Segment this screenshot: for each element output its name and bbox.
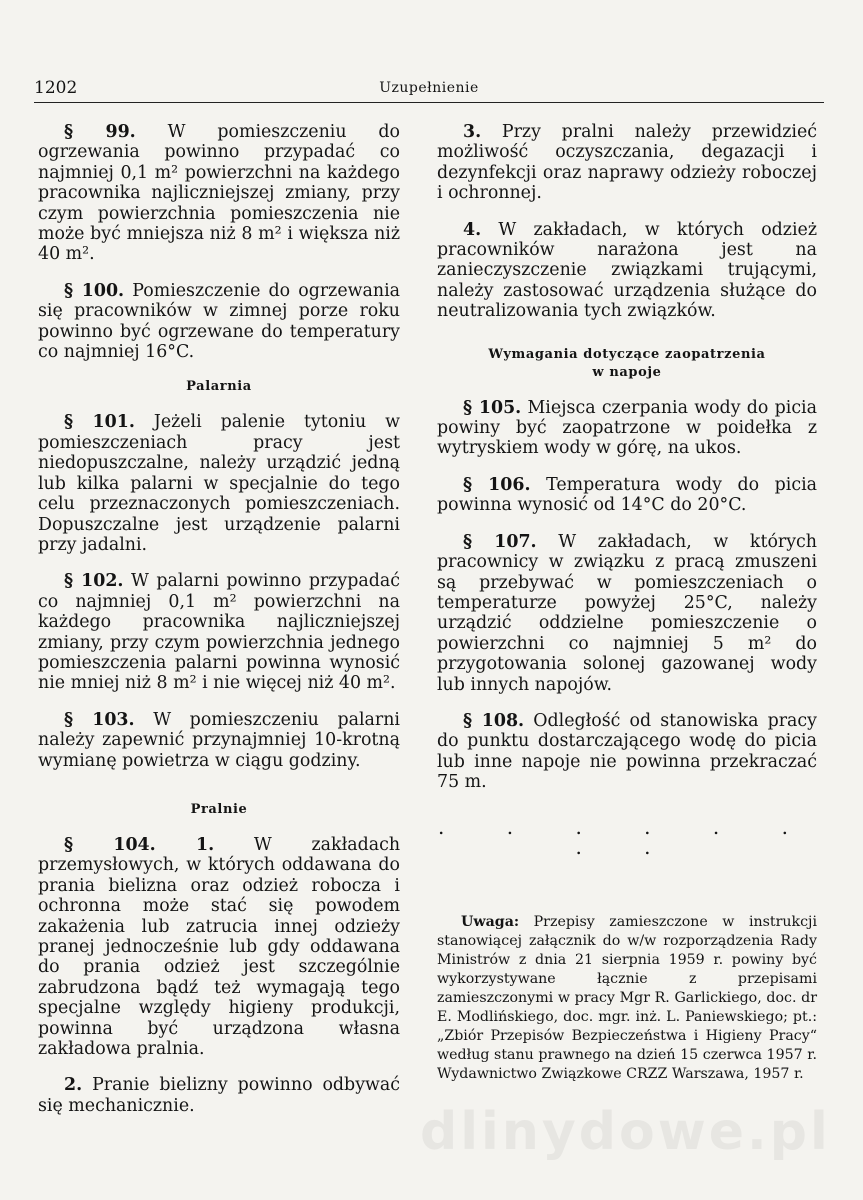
section-number: 3. xyxy=(463,122,482,142)
section-number: 4. xyxy=(463,219,482,240)
paragraph-107 xyxy=(437,532,817,695)
section-number: § 101. xyxy=(64,412,135,433)
section-number: § 106. xyxy=(463,474,531,495)
section-number: § 102. xyxy=(64,571,124,592)
paragraph-text: Odległość od stanowiska pracy do punktu dostarczającego wodę do picia lub inne napoje nie powinna przekraczać 75 m. xyxy=(437,710,817,793)
paragraph-text: W zakładach, w których pracownicy w związku z pracą zmuszeni są przebywać w pomieszczeniach o temperaturze powyżej 25°C, należy urządzić oddzielne pomieszczenie o powierzchni co najmniej 5 m² do przygotowania solonej gazowanej wody lub innych napojów. xyxy=(437,531,817,695)
section-number: 2. xyxy=(64,1075,83,1096)
paragraph-108 xyxy=(437,711,817,793)
paragraph-text: W zakładach przemysłowych, w których oddawana do prania bielizna oraz odzież robocza i ochronna może stać się powodem zakażenia lub zatrucia innej odzieży pranej jednocześnie lub gdy oddawana do prania odzież jest szczególnie zabrudzona bądź też wymagają tego specjalne względy higieny produkcji, powinna być urządzona własna zakładowa pralnia. xyxy=(38,834,401,1060)
note-label: Uwaga: xyxy=(461,913,520,930)
paragraph-text: W pomieszczeniu palarni należy zapewnić przynajmniej 10-krotną wymianę powietrza w ciągu godziny. xyxy=(38,709,400,771)
section-number: § 104. 1. xyxy=(64,834,215,855)
separator-dots: . . . . . . . . xyxy=(438,814,816,859)
paragraph-104-1 xyxy=(38,835,400,1059)
left-column xyxy=(38,122,400,1132)
paragraph-100 xyxy=(38,281,400,363)
right-column xyxy=(437,122,817,1084)
section-number: § 105. xyxy=(463,397,522,418)
page-header xyxy=(34,78,824,103)
paragraph-text: W palarni powinno przypadać co najmniej 0,1 m² powierzchni na każdego pracownika najliczniejszej zmiany, przy czym powierzchnia jednego pomieszczenia palarni powinna wynosić nie mniej niż 8 m² i nie więcej niż 40 m². xyxy=(38,571,400,694)
paragraph-103 xyxy=(38,710,400,771)
note-text: Przepisy zamieszczone w instrukcji stanowiącej załącznik do w/w rozporządzenia Rady Ministrów z dnia 21 sierpnia 1959 r. powiny być wykorzystywane łącznie z przepisami zamieszczonymi w pracy Mgr R. Garlickiego, doc. dr E. Modlińskiego, doc. mgr. inż. L. Paniewskiego; pt.: „Zbiór Przepisów Bezpieczeństwa i Higieny Pracy“ według stanu prawnego na dzień 15 czerwca 1957 r. Wydawnictwo Związkowe CRZZ Warszawa, 1957 r. xyxy=(437,913,817,1083)
paragraph-101 xyxy=(38,412,400,555)
running-head: Uzupełnienie xyxy=(379,80,479,96)
watermark: dlinydowe.pl xyxy=(420,1102,831,1162)
heading-line: Wymagania dotyczące zaopatrzenia xyxy=(488,346,766,362)
paragraph-106 xyxy=(437,475,817,516)
paragraph-99 xyxy=(38,122,400,265)
paragraph-102 xyxy=(38,571,400,693)
paragraph-text: Pomieszczenie do ogrzewania się pracowników w zimnej porze roku powinno być ogrzewane do temperatury co najmniej 16°C. xyxy=(38,280,401,363)
section-number: § 103. xyxy=(64,709,135,730)
paragraph-104-3 xyxy=(437,122,817,204)
paragraph-text: Miejsca czerpania wody do picia powiny być zaopatrzone w poidełka z wytryskiem wody w górę, na ukos. xyxy=(437,397,817,459)
heading-palarnia: Palarnia xyxy=(186,379,252,395)
heading-pralnie: Pralnie xyxy=(190,801,248,817)
section-number: § 99. xyxy=(64,122,136,142)
page-number: 1202 xyxy=(34,78,78,98)
paragraph-104-2 xyxy=(38,1075,400,1116)
heading-napoje xyxy=(437,346,817,382)
section-number: § 107. xyxy=(463,531,537,552)
heading-line: w napoje xyxy=(592,364,662,380)
paragraph-text: Temperatura wody do picia powinna wynosić od 14°C do 20°C. xyxy=(437,474,817,516)
section-number: § 100. xyxy=(64,280,125,301)
paragraph-text: Jeżeli palenie tytoniu w pomieszczeniach pracy jest niedopuszczalne, należy urządzić jedną lub kilka palarni w specjalnie do tego celu przeznaczonych pomieszczeniach. Dopuszczalne jest urządzenie palarni przy jadalni. xyxy=(38,412,400,555)
paragraph-text: W zakładach, w których odzież pracowników narażona jest na zanieczyszczenie związkami trującymi, należy zastosować urządzenia służące do neutralizowania tych związków. xyxy=(437,219,817,322)
paragraph-text: W pomieszczeniu do ogrzewania powinno przypadać co najmniej 0,1 m² powierzchni na każdego pracownika najliczniejszej zmiany, przy czym powierzchnia pomieszczenia nie może być mniejsza niż 8 m² i większa niż 40 m². xyxy=(38,122,401,265)
paragraph-104-4 xyxy=(437,220,817,322)
paragraph-text: Przy pralni należy przewidzieć możliwość oczyszczania, degazacji i dezynfekcji oraz naprawy odzieży roboczej i ochronnej. xyxy=(437,122,817,204)
paragraph-text: Pranie bielizny powinno odbywać się mechanicznie. xyxy=(38,1075,401,1116)
section-number: § 108. xyxy=(463,710,525,731)
paragraph-105 xyxy=(437,398,817,459)
note-paragraph xyxy=(437,913,817,1085)
